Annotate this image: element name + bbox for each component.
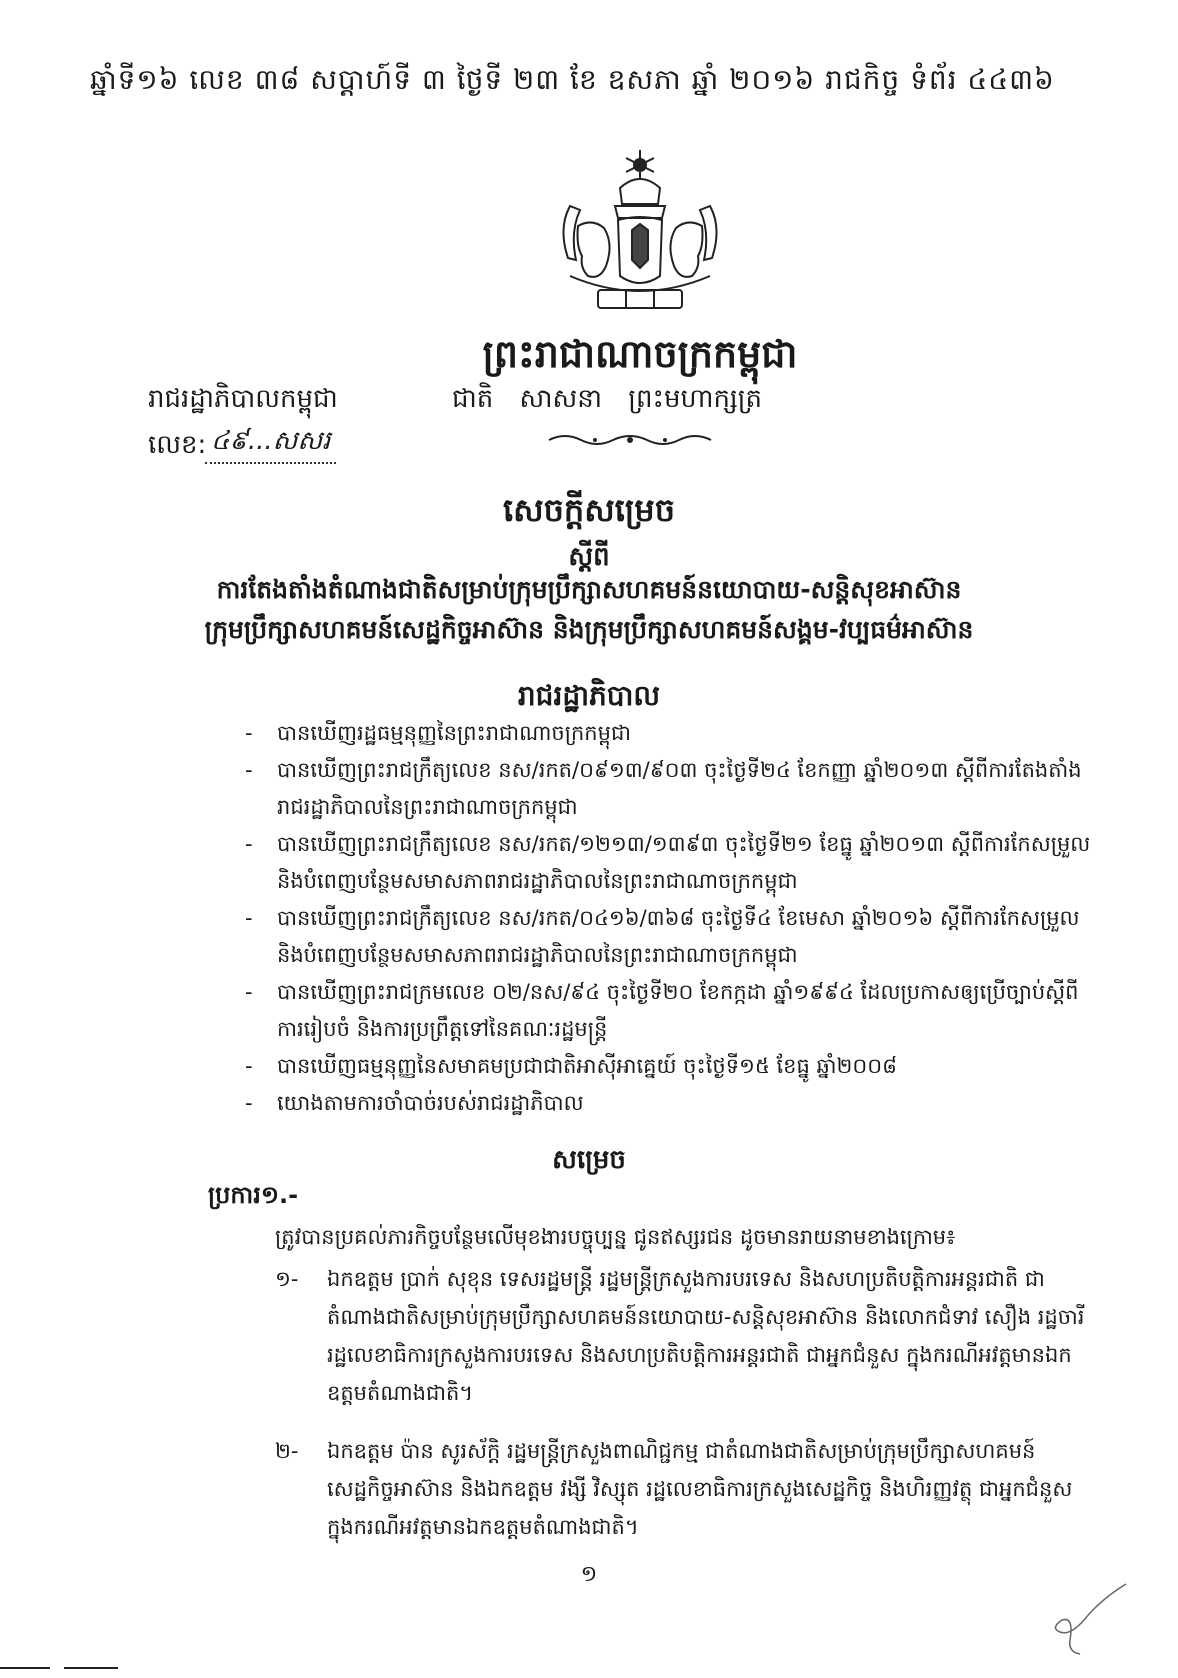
article-intro: ត្រូវបានប្រគល់ភារកិច្ចបន្ថែមលើមុខងារបច្ចុប្បន្ន ជូនឥស្សរជន ដូចមានរាយនាមខាងក្រោម៖ (275, 1225, 956, 1249)
appointment-item (275, 1432, 1095, 1546)
preamble-item: - យោងតាមការចាំបាច់របស់រាជរដ្ឋាភិបាល (245, 1085, 1105, 1122)
preamble-item: - បានឃើញព្រះរាជក្រឹត្យលេខ នស/រកត/០៩១៣/៩០៣ ចុះថ្ងៃទី២៤ ខែកញ្ញា ឆ្នាំ២០១៣ ស្តីពីការតែងតាំងរាជរដ្ឋាភិបាលនៃព្រះរាជាណាចក្រកម្ពុជា (245, 752, 1105, 826)
royal-coat-of-arms-icon (540, 148, 740, 318)
about-label: ស្តីពី (568, 542, 610, 572)
document-number-value: ៤៩...សសរ (205, 424, 336, 464)
kingdom-heading: ព្រះរាជាណាចក្រកម្ពុជា (482, 331, 798, 376)
subject-line-1: ការតែងតាំងតំណាងជាតិសម្រាប់ក្រុមប្រឹក្សាសហគមន៍នយោបាយ-សន្តិសុខអាស៊ាន (216, 575, 962, 604)
handwritten-mark-icon (1040, 1580, 1130, 1660)
decide-heading: សម្រេច (552, 1145, 626, 1175)
decision-title: សេចក្តីសម្រេច (502, 491, 676, 529)
preamble-item: - បានឃើញធម្មនុញ្ញនៃសមាគមប្រជាជាតិអាស៊ីអាគ្នេយ៍ ចុះថ្ងៃទី១៥ ខែធ្នូ ឆ្នាំ២០០៨ (245, 1048, 1105, 1085)
item-number: ២- (275, 1439, 299, 1463)
article-label: ប្រការ១.- (208, 1181, 299, 1209)
preamble-item: - បានឃើញព្រះរាជក្រឹត្យលេខ នស/រកត/០៤១៦/៣៦៨ ចុះថ្ងៃទី៤ ខែមេសា ឆ្នាំ២០១៦ ស្តីពីការកែសម្រួល និងបំពេញបន្ថែមសមាសភាពរាជរដ្ឋាភិបាលនៃព្រះរាជាណាចក្រកម្ពុជា (245, 900, 1105, 974)
scan-edge-mark (0, 1664, 120, 1672)
gazette-header: ឆ្នាំទី១៦ លេខ ៣៨ សប្ដាហ៍ទី ៣ ថ្ងៃទី ២៣ ខែ ឧសភា ឆ្នាំ ២០១៦ រាជកិច្ច ទំព័រ ៤៤៣៦ (90, 63, 1055, 96)
preamble-item: - បានឃើញរដ្ឋធម្មនុញ្ញនៃព្រះរាជាណាចក្រកម្ពុជា (245, 715, 1105, 752)
issuer-heading: រាជរដ្ឋាភិបាល (517, 679, 661, 712)
item-number: ១- (275, 1267, 299, 1291)
ornament-divider-icon (545, 430, 715, 450)
preamble-item: - បានឃើញព្រះរាជក្រមលេខ ០២/នស/៩៤ ចុះថ្ងៃទី២០ ខែកក្កដា ឆ្នាំ១៩៩៤ ដែលប្រកាសឲ្យប្រើច្បាប់ស្តីពីការរៀបចំ និងការប្រព្រឹត្តទៅនៃគណៈរដ្ឋមន្ត្រី (245, 974, 1105, 1048)
subject-line-2: ក្រុមប្រឹក្សាសហគមន៍សេដ្ឋកិច្ចអាស៊ាន និងក្រុមប្រឹក្សាសហគមន៍សង្គម-វប្បធម៌អាស៊ាន (204, 615, 974, 644)
issuing-government: រាជរដ្ឋាភិបាលកម្ពុជា (148, 384, 338, 414)
appointment-item (275, 1260, 1095, 1412)
preamble-list (245, 715, 1105, 1122)
document-number-label: លេខ: (148, 430, 207, 460)
national-motto: ជាតិ សាសនា ព្រះមហាក្សត្រ (452, 384, 762, 414)
item-text: ឯកឧត្តម ប៉ាន សូរស័ក្តិ រដ្ឋមន្ត្រីក្រសួងពាណិជ្ជកម្ម ជាតំណាងជាតិសម្រាប់ក្រុមប្រឹក្សាសហគមន៍សេដ្ឋកិច្ចអាស៊ាន និងឯកឧត្តម វង្សី វិស្សុត រដ្ឋលេខាធិការក្រសួងសេដ្ឋកិច្ច និងហិរញ្ញវត្ថុ ជាអ្នកជំនួស ក្នុងករណីអវត្តមានឯកឧត្តមតំណាងជាតិ។ (327, 1439, 1073, 1539)
item-text: ឯកឧត្តម ប្រាក់ សុខុន ទេសរដ្ឋមន្ត្រី រដ្ឋមន្ត្រីក្រសួងការបរទេស និងសហប្រតិបត្តិការអន្តរជាតិ ជាតំណាងជាតិសម្រាប់ក្រុមប្រឹក្សាសហគមន៍នយោបាយ-សន្តិសុខអាស៊ាន និងលោកជំទាវ សឿង រដ្ឋចារី រដ្ឋលេខាធិការក្រសួងការបរទេស និងសហប្រតិបត្តិការអន្តរជាតិ ជាអ្នកជំនួស ក្នុងករណីអវត្តមានឯកឧត្តមតំណាងជាតិ។ (327, 1267, 1085, 1405)
page-number: ១ (580, 1562, 598, 1587)
preamble-item: - បានឃើញព្រះរាជក្រឹត្យលេខ នស/រកត/១២១៣/១៣៩៣ ចុះថ្ងៃទី២១ ខែធ្នូ ឆ្នាំ២០១៣ ស្តីពីការកែសម្រួល និងបំពេញបន្ថែមសមាសភាពរាជរដ្ឋាភិបាលនៃព្រះរាជាណាចក្រកម្ពុជា (245, 826, 1105, 900)
